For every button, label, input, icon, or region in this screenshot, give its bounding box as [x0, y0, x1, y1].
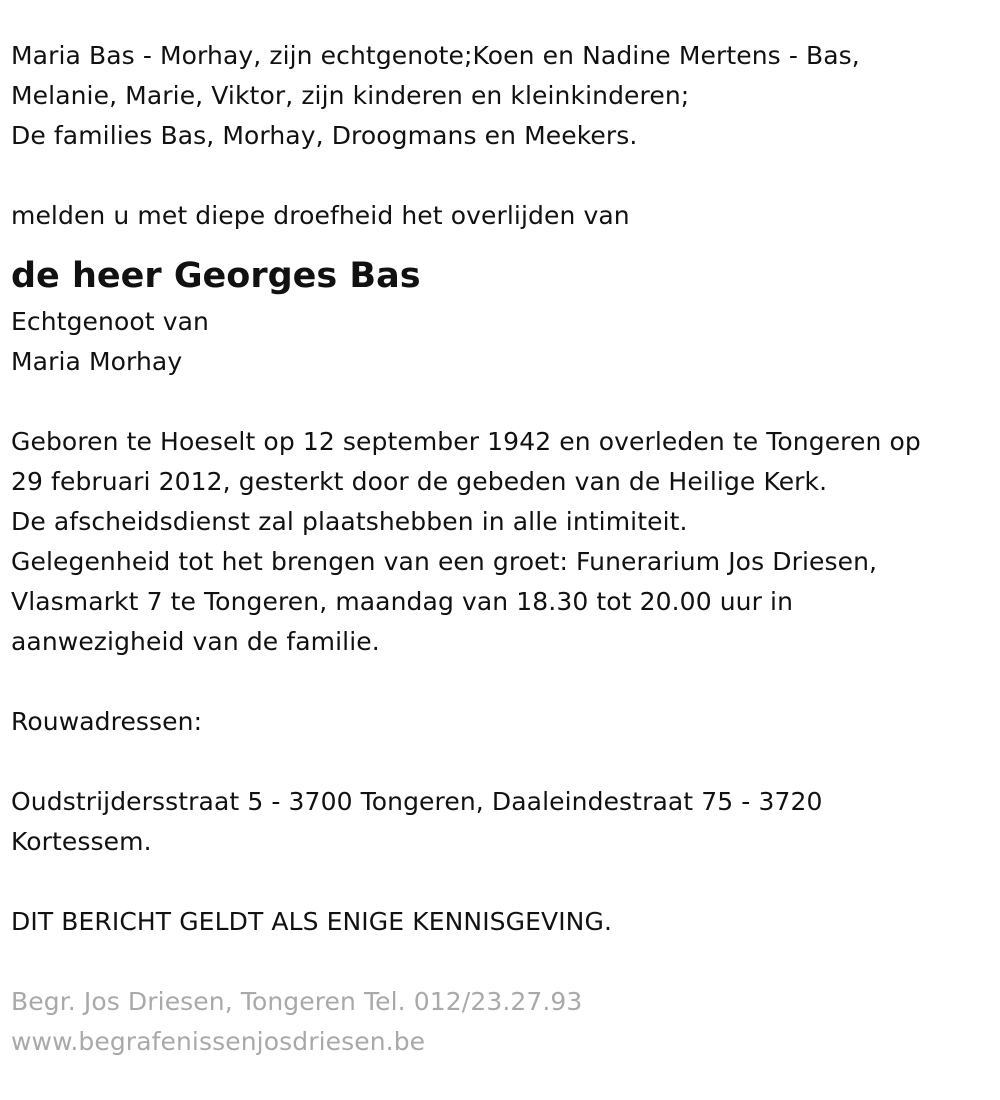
details-line: Gelegenheid tot het brengen van een groet: Funerarium Jos Driesen,	[11, 547, 878, 576]
family-line: Maria Bas - Morhay, zijn echtgenote;Koen en Nadine Mertens - Bas,	[11, 41, 860, 70]
address-line: Kortessem.	[11, 827, 152, 856]
details-line: aanwezigheid van de familie.	[11, 627, 380, 656]
spacer	[11, 942, 989, 982]
details-line: 29 februari 2012, gesterkt door de gebeden van de Heilige Kerk.	[11, 467, 828, 496]
details-line: De afscheidsdienst zal plaatshebben in alle intimiteit.	[11, 507, 688, 536]
announcement-text: melden u met diepe droefheid het overlijden van	[11, 201, 630, 230]
details-line: Vlasmarkt 7 te Tongeren, maandag van 18.30 tot 20.00 uur in	[11, 587, 794, 616]
spacer	[11, 662, 989, 702]
official-notice: DIT BERICHT GELDT ALS ENIGE KENNISGEVING.	[11, 907, 612, 936]
funeral-home-website: www.begrafenissenjosdriesen.be	[11, 1027, 426, 1056]
spacer	[11, 742, 989, 782]
addresses-heading: Rouwadressen:	[11, 707, 203, 736]
spouse-line: Maria Morhay	[11, 347, 183, 376]
spouse-line: Echtgenoot van	[11, 307, 209, 336]
family-line: De families Bas, Morhay, Droogmans en Meekers.	[11, 121, 638, 150]
deceased-name: de heer Georges Bas	[11, 256, 421, 296]
address-line: Oudstrijdersstraat 5 - 3700 Tongeren, Daaleindestraat 75 - 3720	[11, 787, 823, 816]
spacer	[11, 382, 989, 422]
spacer	[11, 862, 989, 902]
spacer	[11, 156, 989, 196]
funeral-home-contact: Begr. Jos Driesen, Tongeren Tel. 012/23.27.93	[11, 987, 583, 1016]
details-line: Geboren te Hoeselt op 12 september 1942 en overleden te Tongeren op	[11, 427, 921, 456]
family-line: Melanie, Marie, Viktor, zijn kinderen en kleinkinderen;	[11, 81, 690, 110]
